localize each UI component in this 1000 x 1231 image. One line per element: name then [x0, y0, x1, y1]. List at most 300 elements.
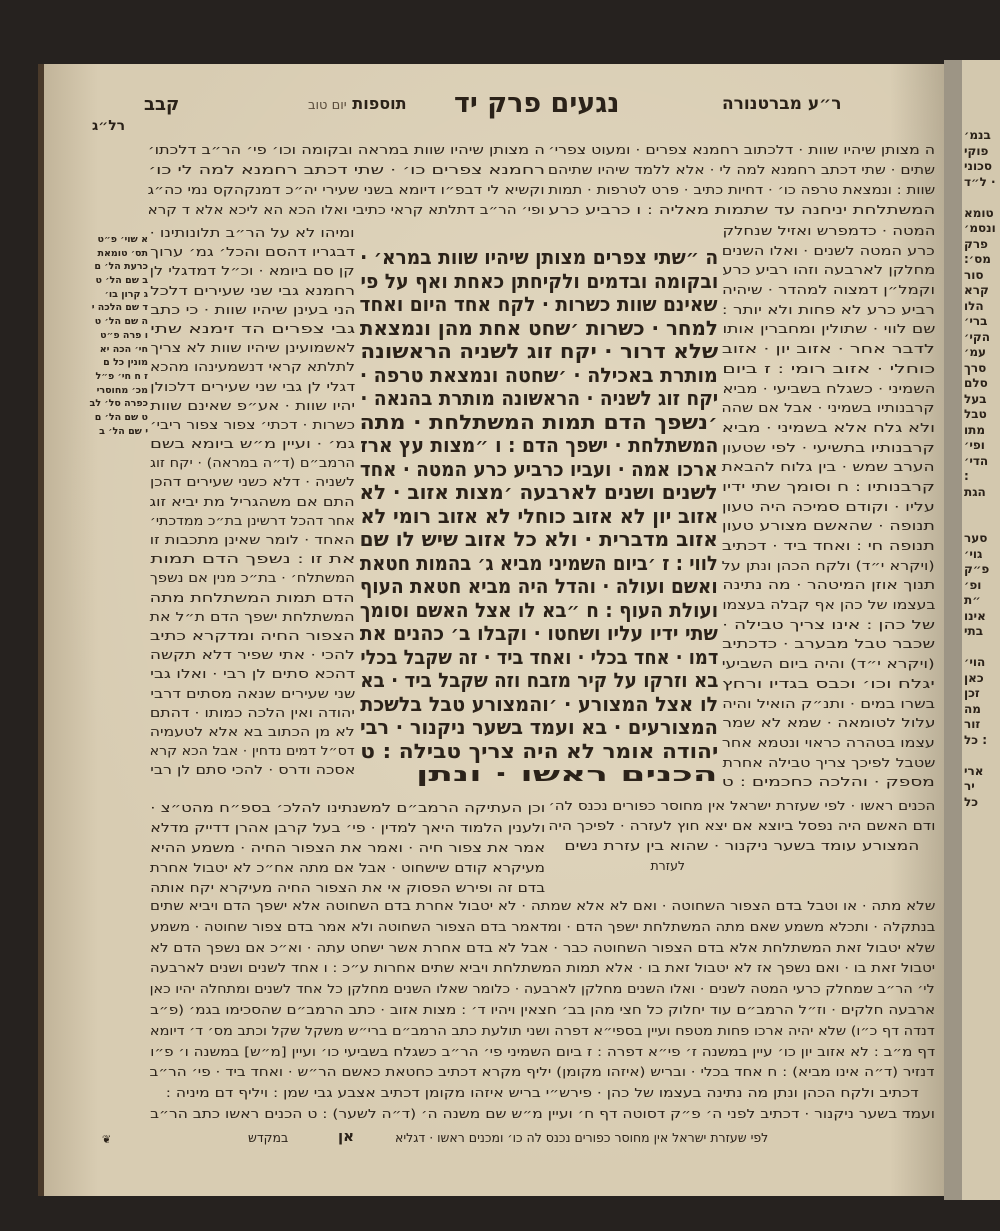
commentary-line-text: שוות : ונמצאת טרפה כו׳ · דחיות כתיב · פרט לטרפות · תמות: [548, 182, 935, 197]
commentary-line: [722, 615, 935, 635]
facing-page-fragment: [964, 748, 1000, 764]
marginal-note-text: כפרה סל׳ לב: [89, 398, 148, 410]
commentary-line-text: השמיני · כשגלח בשביעי · מביא: [722, 380, 935, 396]
commentary-line: [150, 242, 355, 261]
mishnah-line: [360, 575, 718, 599]
facing-page-fragment: מס׳:: [964, 252, 991, 266]
commentary-line: [150, 626, 355, 645]
commentary-line: [150, 958, 935, 979]
mishnah-line: [360, 411, 718, 435]
commentary-line-text: בדם זה ופירש הפסוק אי את הצפור החיה מעיקרא יקח אותה: [150, 880, 545, 895]
mishnah-line-text: ארכו אמה · ועביו כרביע כרע המטה · אחד: [360, 456, 718, 481]
mishnah-line: [360, 340, 718, 364]
commentary-line: [722, 379, 935, 399]
folio-number: רל״ג: [92, 118, 126, 134]
commentary-line: [150, 530, 355, 549]
facing-page-fragment: [964, 516, 1000, 532]
commentary-line: [722, 575, 935, 595]
commentary-line-text: לתלתא קראי דנשמעינהו מהכא: [149, 359, 355, 375]
commentary-line: [150, 300, 355, 319]
mishnah-line: [360, 763, 718, 787]
commentary-line-text: תנופה · שהאשם מצורע טעון: [721, 518, 935, 534]
commentary-line-text: אסכה ודרס · להכי סתם לן רבי: [149, 762, 355, 778]
facing-page-fragment: סרך: [964, 360, 987, 375]
commentary-line: [548, 796, 935, 816]
facing-page-fragment: [964, 190, 1000, 206]
commentary-line: [150, 261, 355, 280]
commentary-line: [548, 180, 935, 200]
commentary-line: [548, 200, 935, 220]
commentary-line-text: לדבר אחר · אזוב יון · אזוב: [722, 341, 935, 357]
commentary-line: [722, 319, 935, 339]
commentary-line-text: ה מצותן שיהיו שוות · דלכתוב רחמנא צפרים · ומעוט צפרי׳: [548, 142, 935, 157]
marginal-note-text: י שם הל׳ ב: [99, 425, 148, 437]
marginal-note: [88, 384, 148, 398]
marginal-note: [88, 233, 148, 247]
facing-page-fragment: אינו: [964, 608, 986, 623]
mishnah-line-text: ואשם ועולה · והדל היה מביא חטאת העוף: [360, 574, 718, 598]
commentary-line-text: אחר דהכל דרשינן בת״כ ממדכתי׳: [150, 512, 355, 528]
marginal-note: [88, 315, 148, 329]
signature-mark: אן: [338, 1127, 355, 1145]
marginal-note-text: ט שם הל׳ ם: [94, 411, 148, 423]
mishnah-line-text: שאינם שוות כשרות · לקח אחד היום ואחד: [360, 292, 718, 316]
mishnah-line-text: בא וזרקו על קיר מזבח וזה שקבל ביד · בא: [359, 668, 718, 692]
commentary-line: [150, 357, 355, 376]
commentary-line: [150, 607, 355, 626]
facing-page-fragment: הקי׳: [964, 329, 990, 344]
commentary-line: [150, 453, 355, 472]
commentary-line-text: יהודה ואין הלכה כמותו · דהתם: [149, 704, 355, 720]
mishnah-line: [360, 622, 718, 646]
page-gutter: [944, 60, 962, 1200]
marginal-note-text: ה שם הל׳ ט: [94, 316, 148, 328]
facing-page-fragment: :: [964, 469, 969, 483]
facing-page-fragment: הלו: [964, 298, 984, 313]
commentary-line: [722, 713, 935, 733]
marginal-note: [88, 301, 148, 315]
facing-page-fragment: ונסמ׳: [964, 221, 996, 235]
commentary-line: [150, 878, 545, 898]
commentary-line-text: כרע המטה לשנים · ואלו השנים: [722, 242, 935, 258]
tosafot-commentary-continued: [150, 798, 545, 898]
mishnah-line-text: שתי ידיו עליו ושחטו · וקבלו ב׳ כהנים את: [360, 621, 718, 645]
mishnah-line: [360, 669, 718, 693]
commentary-line-text: דהכא סתים לן רבי · ואלו גבי: [149, 666, 355, 682]
commentary-line-text: הדם תמות המשתלחת מתה: [149, 589, 355, 605]
mishnah-line-text: הכנים ראשו · ונתן: [416, 762, 718, 786]
commentary-line: [722, 260, 935, 280]
commentary-line-text: ולענין הלמוד היאך למדין · פי׳ בעל קרבן אהרן דדייק מדלא: [149, 820, 545, 835]
commentary-line-text: תנופה חי : ואחד ביד · דכתיב: [721, 538, 935, 553]
commentary-line-text: הערב שמש · בין גלוח להבאת: [721, 459, 935, 475]
facing-page-fragment: הדי׳: [964, 453, 989, 468]
commentary-line: [150, 760, 355, 779]
commentary-line-text: המשתלחת יניחנה עד שתמות מאליה : ו כרביע כרע: [548, 202, 935, 217]
facing-page-fragment: סלם: [964, 376, 988, 390]
commentary-line-text: ה מצותן שיהיו שוות במראה ובקומה וכו׳ פי׳ הר״ב דלכתו׳: [147, 142, 545, 157]
commentary-line-text: תנוך אוזן המיטהר · מה נתינה: [722, 577, 935, 593]
commentary-line: [722, 556, 935, 576]
facing-page-fragment: בנמ׳: [964, 128, 991, 142]
commentary-line: [548, 856, 935, 876]
marginal-note-text: מכ׳ מחוסרי: [96, 384, 148, 396]
commentary-line-text: המצורע עומד בשער ניקנור · שהוא בין עזרת נשים: [564, 838, 919, 853]
bartenura-commentary-column: [722, 221, 935, 792]
mishnah-line-text: למחר · כשרות ׳שחט אחת מהן ונמצאת: [359, 315, 718, 340]
commentary-line-text: ופי׳ הר״ב דתלתא קראי כתיבי ואלו הכא הא ליכא אלא ד קרא: [148, 202, 545, 217]
commentary-line: [150, 338, 355, 357]
mishnah-line-text: המצורעים · בא ועמד בשער ניקנור · רבי: [360, 715, 718, 739]
commentary-line-text: הצפור החיה ומדקרא כתיב: [149, 627, 355, 643]
printer-mark: ❦: [102, 1133, 112, 1146]
commentary-line: [150, 1104, 935, 1125]
commentary-line-text: לעזרת: [650, 858, 685, 873]
commentary-line: [722, 536, 935, 556]
commentary-line-text: קן סם ביומא · וכ״ל דמדגלי לן: [150, 263, 355, 279]
facing-page-fragment: ופי׳: [964, 438, 985, 452]
commentary-line: [150, 1042, 935, 1063]
facing-page-fragment: כאן: [964, 670, 984, 685]
commentary-line-text: שלא מתה · או וטבל בדם הצפור השחוטה · ואם לא אלא שמתה · לא יטבול אחרת בדם השחוטה אלא ישפך הדם ויביא שתים: [149, 898, 935, 913]
commentary-line-text: דנדה דף כ״ו) שלא יהיה ארכו פחות מטפח ועיין בספי״א דפרה ושני תולעת כתב הרמב״ם ברי״ש משקל שקל וכתב מס׳ ד׳ דיומא: [150, 1022, 935, 1038]
commentary-line: [722, 398, 935, 418]
mishnah-line-text: המשתלחת · ישפך הדם : ו ״מצות עץ ארז: [359, 433, 718, 457]
commentary-line: [548, 140, 935, 160]
facing-page-fragment: הגת: [964, 484, 986, 499]
facing-page-fragment: ברי׳: [964, 314, 988, 328]
facing-page-fragment: יר: [964, 779, 975, 793]
commentary-line-text: (ויקרא י״ד) והיה ביום השביעי: [721, 656, 935, 672]
commentary-line-text: גבי צפרים הד זימנא שתי: [150, 320, 355, 336]
marginal-note-text: ד שם הלכה י: [91, 302, 148, 314]
commentary-line: [150, 1000, 935, 1021]
commentary-line-text: ומיהו לא על הר״ב תלונותינו ·: [150, 225, 355, 240]
commentary-line-text: רביע כרע לא פחות ולא יותר :: [722, 301, 935, 317]
mishnah-line: [360, 716, 718, 740]
commentary-line-text: דכתיב ולקח הכהן ונתן מה נתינה בעצמו של כהן · פירש״י בריש איזהו מקומן דכתיב אצבע גבי שמן : ויליף דם מיניה :: [166, 1085, 919, 1101]
commentary-line: [150, 492, 355, 511]
facing-page-fragment: ופ׳: [964, 577, 982, 592]
commentary-line: [150, 896, 935, 917]
commentary-line-text: מעיקרא קודם שישחוט · אבל אם מתה אח״כ לא יטבול אחרת: [149, 860, 545, 875]
commentary-line-text: עליו · וקודם סמיכה היה טעון: [721, 498, 935, 514]
commentary-line: [722, 516, 935, 536]
commentary-line-text: וקמל״ן דמצוה למהדר · שיהיה: [722, 282, 935, 298]
tosafot-commentary-top: [148, 140, 545, 220]
commentary-line: [722, 477, 935, 497]
mishnah-line-text: יקח זוג לשניה · הראשונה מותרת בהנאה ·: [360, 386, 718, 410]
commentary-line-text: מספק · והלכה כחכמים : ט: [721, 774, 935, 790]
commentary-line: [150, 511, 355, 530]
commentary-line-text: את זו : נשפך הדם תמות: [149, 551, 355, 567]
facing-page-fragment: גוי׳: [964, 546, 983, 561]
commentary-line: [150, 703, 355, 722]
commentary-line-text: שני שעירים שנאה מסתים דרבי: [150, 685, 355, 701]
marginal-note: [88, 411, 148, 425]
commentary-line-text: דבגריו דהסם והכל׳ גמ׳ ערוך: [150, 244, 355, 260]
commentary-line: [150, 798, 545, 818]
commentary-line-text: דנזיר (ד״ה אינו מביא) : ח אחד בכלי · ובריש (איזהו מקומן) יליף מקרא דכתיב כחטאת כאשם הר״ש · ואחד ביד · פי׳ הר״ב: [150, 1064, 935, 1080]
bartenura-commentary-continued: [548, 796, 935, 876]
commentary-line: [722, 457, 935, 477]
commentary-line: [150, 858, 545, 878]
facing-page-fragment: זכן: [964, 686, 980, 700]
bartenura-commentary-top: [548, 140, 935, 220]
commentary-line: [148, 160, 545, 180]
commentary-line-text: וכן העתיקה הרמב״ם למשנתינו להלכ׳ בספ״ח מהט״צ ·: [150, 800, 545, 815]
facing-page-fragment: מתו: [964, 422, 985, 437]
commentary-line-text: הכנים ראשו · לפי שעזרת ישראל אין מחוסר כפורים נכנס לה׳: [548, 798, 935, 813]
facing-page-fragment: ארי: [964, 763, 984, 778]
facing-page-edge: [962, 60, 1000, 1200]
marginal-note: [88, 274, 148, 288]
facing-page-fragment: סור: [964, 267, 984, 282]
page-number: קבב: [144, 94, 180, 115]
commentary-line: [722, 772, 935, 792]
mishnah-line: [360, 364, 718, 388]
commentary-line-text: המשתלחת ישפך הדם ת״ל את: [150, 608, 355, 624]
commentary-line-text: לא מן הכתוב בא אלא לטעמיה: [149, 723, 355, 739]
commentary-line-text: המטה · כדמפרש ואזיל שנחלק: [722, 223, 935, 238]
facing-page-fragment: בתי: [964, 624, 984, 638]
facing-page-fragment: פוקי: [964, 143, 989, 158]
commentary-line-text: לשניה · דלא כשני שעירים דהכן: [150, 474, 355, 490]
marginal-note-text: ג קרון בו׳: [104, 288, 148, 300]
commentary-line: [722, 497, 935, 517]
mishnah-line-text: אזוב מדברית · ולא כל אזוב שיש לו שם: [359, 527, 718, 551]
mishnah-line: [360, 646, 718, 670]
commentary-line-text: הרמב״ם (ד״ה במראה) · יקח זוג: [150, 455, 355, 471]
facing-page-fragment: בעל: [964, 391, 987, 406]
commentary-line-text: ארבעה חלקים · וז״ל הרמב״ם עוד יחלוק כל חצי מהן בב׳ חצאין ויהיו ד׳ : מצות אזוב · כתב הרמב״ם שהסכימו בגמ׳ (פ״ב: [149, 1001, 935, 1017]
mishnah-line: [360, 434, 718, 458]
commentary-line-text: לי׳ הר״ב שמחלק כרעי המטה לשנים · ואלו השנים מחלקן לארבעה · כלומר שאלו השנים מחלקן כל אחד לשנים ומתחלה יהיו כאן: [149, 981, 935, 997]
commentary-line: [150, 818, 545, 838]
commentary-line-text: יטבול זאת בו · ואם נשפך אז לא יטבול זאת בו · אלא תמות המשתלחת ויביא שתים אחרות ע״כ : ו אחד לשנים ושנים לארבעה: [149, 960, 935, 976]
mishnah-line-text: ועולת העוף : ח ״בא לו אצל האשם וסומך: [359, 597, 718, 622]
facing-page-fragment: [964, 500, 1000, 516]
marginal-note: [88, 425, 148, 439]
commentary-line: [150, 684, 355, 703]
catchword: במקדש: [248, 1130, 289, 1145]
mishnah-line-text: ׳נשפך הדם תמות המשתלחת · מתה: [359, 409, 718, 434]
marginal-note: [88, 247, 148, 261]
mishnah-line-text: אזוב יון לא אזוב כוחלי לא אזוב רומי לא: [360, 503, 718, 528]
facing-page-fragment: [964, 640, 1000, 656]
commentary-line-text: ולא גלח אלא בשמיני · מביא: [721, 419, 935, 435]
commentary-line-text: לאשמועינן שיהיו שוות לא צריך: [150, 340, 355, 356]
commentary-line-text: האחד · לומר שאינן מתכבות זו: [150, 532, 355, 547]
facing-page-fragment: קרא: [964, 283, 989, 297]
mishnah-line: [360, 740, 718, 764]
marginal-note: [88, 370, 148, 384]
commentary-line-text: ודם האשם היה נפסל ביוצא אם יצא חוץ לעזרה · לפיכך היה: [547, 818, 935, 833]
mishnah-line-text: לשנים ושנים לארבעה ׳מצות אזוב · לא: [359, 480, 718, 504]
commentary-line-text: רחמנא גבי שני שעירים דלכל: [150, 282, 355, 298]
mishnah-main-text: [360, 246, 718, 787]
commentary-line-text: מחלקן לארבעה וזהו רביע כרע: [721, 262, 935, 278]
mishnah-line-text: לווי : ז ׳ביום השמיני מביא ג׳ בהמות חטאת: [360, 550, 718, 575]
facing-page-fragment: פרק: [964, 236, 988, 251]
marginal-note-text: תס׳ טומאת: [97, 247, 148, 259]
commentary-line-text: וקשיא לי דבפ״ו דיומא בשני שעירי יה״כ דמנקהקס נמי כה״ג: [148, 182, 545, 197]
commentary-line-text: כשרות · דכתי׳ צפור צפור ריבי׳: [149, 416, 355, 432]
commentary-line: [150, 917, 935, 938]
mishnah-line-text: לו אצל המצורע · ׳והמצורע טבל בלשכת: [360, 691, 718, 716]
marginal-notes: [88, 233, 148, 438]
facing-page-fragment: סער: [964, 531, 988, 545]
commentary-line-text: התם אם משהגריל מת יביא זוג: [149, 493, 355, 509]
tosafot-commentary-full-width: [150, 896, 935, 1125]
mishnah-line: [360, 270, 718, 294]
mishnah-line: [360, 246, 718, 270]
commentary-line-text: של כהן : אינו צריך טבילה ·: [722, 616, 935, 632]
mishnah-line: [360, 599, 718, 623]
commentary-line: [150, 223, 355, 242]
mishnah-line: [360, 293, 718, 317]
commentary-line-text: קרבנותיו : ח וסומך שתי ידיו: [721, 478, 935, 494]
marginal-note-text: כרעת הל׳ ם: [94, 261, 148, 273]
commentary-line: [150, 415, 355, 434]
commentary-line-text: להכי · אתי שפיר דלא תקשה: [150, 647, 355, 663]
commentary-line: [150, 1021, 935, 1042]
mishnah-line: [360, 552, 718, 576]
last-line-text: לפי שעזרת ישראל אין מחוסר כפורים נכנס לה כו׳ ומכנים ראשו · דגליא: [395, 1130, 769, 1145]
marginal-note: [88, 343, 148, 357]
commentary-line-text: בנתקלה · ותכלא משמע שאם מתה המשתלחת ישפך הדם · ומדאמר בדם הצפור השחוטה ולא אמר בדם צפור שחוטה · משמע: [150, 918, 935, 934]
mishnah-line: [360, 387, 718, 411]
commentary-line: [150, 396, 355, 415]
commentary-line: [148, 140, 545, 160]
commentary-line-text: יגלח וכו׳ וכבס בגדיו ורחץ: [722, 675, 935, 691]
commentary-line: [150, 938, 935, 959]
mishnah-line: [360, 505, 718, 529]
mishnah-line-text: מותרת באכילה · ׳שחטה ונמצאת טרפה ·: [360, 362, 718, 387]
facing-page-fragment: : כל: [964, 732, 988, 747]
marginal-note-text: חי׳ הכה יא: [99, 343, 148, 355]
commentary-line: [722, 418, 935, 438]
commentary-line: [150, 979, 935, 1000]
facing-page-fragment: · ל״ד: [964, 174, 996, 189]
tosafot-commentary-column: [150, 223, 355, 779]
commentary-line: [722, 733, 935, 753]
facing-page-fragment: סכוני: [964, 159, 993, 173]
marginal-note: [88, 288, 148, 302]
commentary-line-text: שם לווי · שתולין ומחברין אותו: [722, 321, 935, 337]
mishnah-line: [360, 693, 718, 717]
commentary-line-text: עלול לטומאה · שמא לא שמר: [721, 715, 935, 731]
mishnah-line: [360, 458, 718, 482]
commentary-line: [722, 359, 935, 379]
commentary-line-text: שתים · שתי דכתב רחמנא למה לי · אלא ללמד שיהיו שתיהם: [547, 162, 935, 177]
commentary-line: [722, 339, 935, 359]
header-tosafot-title: [308, 94, 407, 113]
facing-page-fragment: כל: [964, 794, 979, 809]
commentary-line: [150, 741, 355, 760]
commentary-line: [722, 595, 935, 615]
facing-page-fragment: פ״ק: [964, 562, 990, 576]
commentary-line: [722, 694, 935, 714]
marginal-note-text: א שוי׳ פ״ט: [97, 234, 148, 245]
mishnah-line-text: ובקומה ובדמים ולקיחתן כאחת ואף על פי: [360, 268, 718, 293]
commentary-line: [722, 280, 935, 300]
commentary-line-text: קרבנותיו בשמיני · אבל אם שהה: [721, 400, 935, 416]
header-chapter-title: נגעים פרק יד: [454, 88, 620, 119]
header-tosafot-word: תוספות: [352, 94, 407, 113]
facing-page-fragment: עמ׳: [964, 345, 987, 359]
commentary-line: [548, 836, 935, 856]
commentary-line: [150, 472, 355, 491]
commentary-line-text: רחמנא צפרים כו׳ · שתי דכתב רחמנא למה לי כו׳: [148, 162, 545, 177]
marginal-note: [88, 329, 148, 343]
marginal-note-text: ו פרה פ״ט: [100, 329, 148, 341]
commentary-line: [150, 722, 355, 741]
commentary-line-text: בשרו במים · ותנ״ק הואיל והיה: [721, 695, 935, 711]
marginal-note: [88, 356, 148, 370]
commentary-line: [150, 838, 545, 858]
commentary-line: [548, 816, 935, 836]
commentary-line-text: קרבנותיו בתשיעי · לפי שטעון: [722, 439, 935, 455]
commentary-line: [548, 160, 935, 180]
commentary-line-text: דף מ״ב : לא אזוב יון כו׳ עיין במשנה ז׳ פי״א דפרה : ז ביום השמיני פי׳ הר״ב כשגלח בשביעי כו׳ ועיין [מ״ש] במשנה ו׳ פ״ו: [150, 1043, 935, 1059]
commentary-line: [722, 221, 935, 241]
commentary-line-text: עצמו בטהרה כראוי ונטמא אחר: [722, 734, 935, 750]
commentary-line-text: שכבר טבל מבערב · כדכתיב: [721, 636, 935, 652]
mishnah-line-text: דמו · אחד בכלי · ואחד ביד · זה שקבל בכלי: [360, 644, 718, 669]
commentary-line-text: כוחלי · אזוב רומי : ז ביום: [722, 360, 935, 376]
commentary-line-text: שטבל לפיכך צריך טבילה אחרת: [722, 754, 935, 770]
facing-page-fragment: מה: [964, 701, 981, 716]
mishnah-line: [360, 317, 718, 341]
header-yomtov-word: יום טוב: [308, 98, 347, 113]
facing-page-fragment: ״ת: [964, 593, 981, 607]
commentary-line-text: הני בעינן שיהיו שוות · כי כתב: [149, 301, 355, 317]
commentary-line: [722, 438, 935, 458]
commentary-line: [150, 319, 355, 338]
commentary-line-text: ועמד בשער ניקנור · דכתיב לפני ה׳ פ״ק דסוטה דף ח׳ ועיין מ״ש שם משנה ה׳ (ד״ה לשער) : ט הכנים ראשו כתב הר״ב: [150, 1105, 935, 1121]
commentary-line: [722, 674, 935, 694]
commentary-line: [722, 241, 935, 261]
header-bartenura-title: ר״ע מברטנורה: [722, 94, 842, 114]
commentary-line-text: המשתלח׳ · בת״כ מנין אם נשפך: [149, 570, 355, 586]
commentary-line: [150, 1083, 935, 1104]
commentary-line-text: דס״ל דמים נדחין · אבל הכא קרא: [150, 743, 355, 759]
mishnah-line-text: שלא דרור · יקח זוג לשניה הראשונה: [360, 339, 718, 363]
commentary-line-text: יהיו שוות · אע״פ שאינם שוות: [150, 397, 355, 413]
mishnah-line: [360, 528, 718, 552]
commentary-line-text: שלא יטבול זאת המשתלחת אלא בדם הצפור השחוטה כבר · אבל לא בדם אחרת אשר ישחט עתה · וא״כ אם נשפך הדם לא: [149, 939, 935, 955]
facing-page-fragment: זור: [964, 717, 981, 731]
commentary-line: [722, 634, 935, 654]
mishnah-line-text: יהודה אומר לא היה צריך טבילה : ט: [359, 738, 718, 763]
commentary-line: [150, 1062, 935, 1083]
commentary-line-text: דגלי לן גבי שני שעירים דלכולן: [149, 378, 355, 394]
commentary-line-text: (ויקרא י״ד) ולקח הכהן ונתן על: [722, 557, 935, 573]
commentary-line: [148, 180, 545, 200]
mishnah-line-text: ה ״שתי צפרים מצותן שיהיו שוות במרא׳ ·: [359, 245, 718, 269]
mishnah-line: [360, 481, 718, 505]
marginal-note-text: ב שם הל׳ ט: [95, 275, 148, 287]
commentary-line: [722, 300, 935, 320]
commentary-line-text: גמ׳ · ועיין מ״ש ביומא בשם: [149, 436, 355, 452]
facing-page-fragment: הוי׳: [964, 655, 986, 669]
commentary-line: [150, 281, 355, 300]
facing-page-fragment: טבל: [964, 407, 987, 421]
marginal-note-text: מונין כל ם: [103, 357, 148, 369]
marginal-note: [88, 397, 148, 411]
facing-page-fragment: טומא: [964, 205, 994, 220]
